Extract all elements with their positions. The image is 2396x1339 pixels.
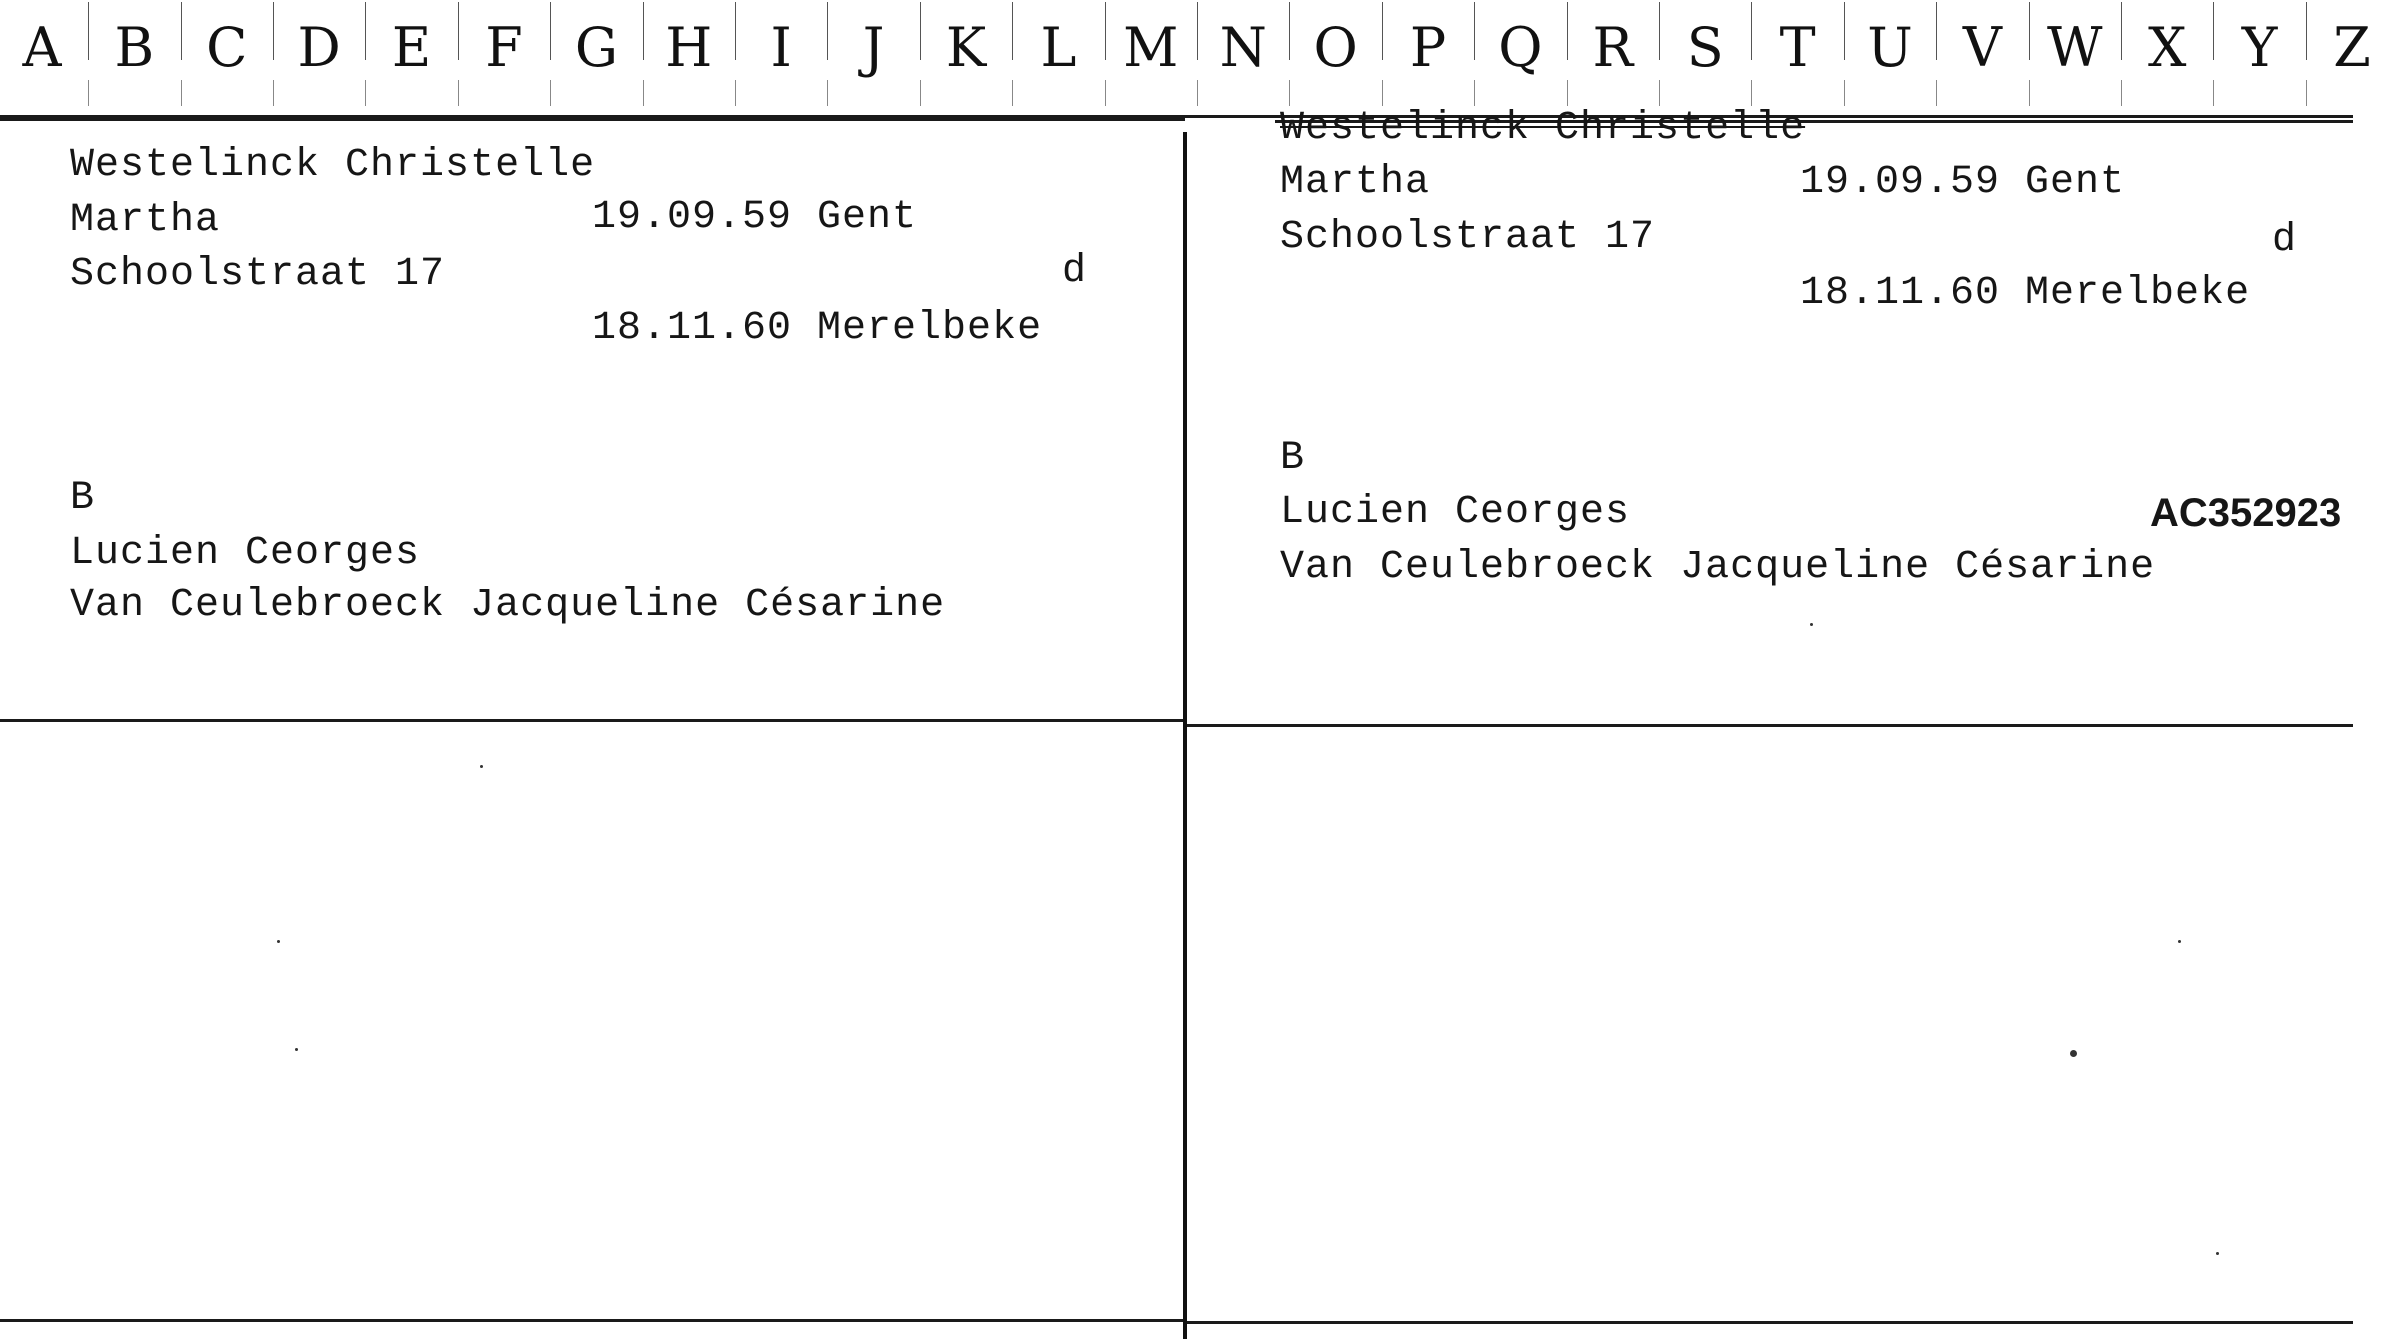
- nationality-code: B: [1280, 436, 1306, 481]
- scan-speck: [2216, 1252, 2219, 1255]
- status-mark: d: [2272, 218, 2298, 263]
- second-date-place: 18.11.60 Merelbeke: [1800, 271, 2251, 316]
- alphabet-letter-f: F: [485, 16, 523, 79]
- scan-speck: [2070, 1050, 2077, 1057]
- second-name: Martha: [70, 198, 221, 243]
- letter-separator-tick: [1474, 2, 1475, 60]
- scan-speck: [277, 940, 280, 943]
- scan-speck: [295, 1048, 298, 1051]
- alphabet-letter-k: K: [945, 16, 987, 79]
- mother-name: Van Ceulebroeck Jacqueline Césarine: [70, 583, 946, 628]
- alphabet-letter-j: J: [862, 16, 885, 79]
- scan-speck: [480, 765, 483, 768]
- alphabet-letter-b: B: [114, 16, 155, 79]
- letter-separator-tick: [1289, 2, 1290, 60]
- letter-separator-tick: [458, 80, 459, 106]
- letter-separator-tick: [827, 2, 828, 60]
- letter-separator-tick: [1012, 2, 1013, 60]
- vertical-card-divider: [1183, 132, 1187, 1339]
- letter-separator-tick: [2306, 80, 2307, 106]
- letter-separator-tick: [1659, 2, 1660, 60]
- alphabet-letter-s: S: [1686, 16, 1724, 79]
- letter-separator-tick: [1751, 2, 1752, 60]
- letter-separator-tick: [550, 80, 551, 106]
- letter-separator-tick: [365, 80, 366, 106]
- street-address: Schoolstraat 17: [1280, 215, 1656, 260]
- letter-separator-tick: [88, 80, 89, 106]
- second-date-place: 18.11.60 Merelbeke: [592, 306, 1043, 351]
- page-bottom-rule-left: [0, 1319, 1183, 1322]
- status-mark: d: [1062, 249, 1088, 294]
- alphabet-letter-i: I: [770, 16, 792, 79]
- letter-separator-tick: [827, 80, 828, 106]
- card-bottom-rule-right: [1187, 724, 2353, 727]
- letter-separator-tick: [2213, 2, 2214, 60]
- letter-separator-tick: [550, 2, 551, 60]
- mother-name: Van Ceulebroeck Jacqueline Césarine: [1280, 545, 2156, 590]
- scan-speck: [1810, 623, 1813, 626]
- card-bottom-rule-left: [0, 719, 1183, 722]
- letter-separator-tick: [273, 2, 274, 60]
- birth-date-place: 19.09.59 Gent: [1800, 160, 2126, 205]
- letter-separator-tick: [1382, 80, 1383, 106]
- alphabet-letter-o: O: [1313, 16, 1358, 79]
- letter-separator-tick: [2213, 80, 2214, 106]
- letter-separator-tick: [1844, 2, 1845, 60]
- letter-separator-tick: [1197, 80, 1198, 106]
- letter-separator-tick: [2306, 2, 2307, 60]
- person-name: Westelinck Christelle: [70, 143, 596, 188]
- alphabet-letter-d: D: [297, 16, 341, 79]
- alphabet-letter-m: M: [1123, 16, 1179, 79]
- alphabet-index-strip: [0, 0, 2371, 118]
- alphabet-letter-v: V: [1962, 16, 2002, 79]
- letter-separator-tick: [458, 2, 459, 60]
- letter-separator-tick: [365, 2, 366, 60]
- nationality-code: B: [70, 476, 96, 521]
- scan-speck: [2178, 940, 2181, 943]
- alphabet-letter-q: Q: [1498, 16, 1543, 79]
- letter-separator-tick: [1659, 80, 1660, 106]
- alphabet-letter-z: Z: [2333, 16, 2371, 79]
- alphabet-letter-p: P: [1409, 16, 1447, 79]
- letter-separator-tick: [920, 80, 921, 106]
- letter-separator-tick: [1936, 80, 1937, 106]
- letter-separator-tick: [1936, 2, 1937, 60]
- alphabet-letter-r: R: [1592, 16, 1634, 79]
- letter-separator-tick: [1289, 80, 1290, 106]
- letter-separator-tick: [735, 2, 736, 60]
- alphabet-letter-t: T: [1779, 16, 1816, 79]
- alphabet-letter-n: N: [1219, 16, 1267, 79]
- letter-separator-tick: [88, 2, 89, 60]
- alphabet-letter-h: H: [665, 16, 713, 79]
- letter-separator-tick: [1382, 2, 1383, 60]
- letter-separator-tick: [920, 2, 921, 60]
- alphabet-letter-w: W: [2047, 16, 2103, 79]
- letter-separator-tick: [1474, 80, 1475, 106]
- alphabet-letter-l: L: [1040, 16, 1077, 79]
- alphabet-letter-c: C: [206, 16, 248, 79]
- alphabet-letter-x: X: [2147, 16, 2187, 79]
- letter-separator-tick: [735, 80, 736, 106]
- letter-separator-tick: [273, 80, 274, 106]
- alphabet-letter-y: Y: [2241, 16, 2278, 79]
- letter-separator-tick: [1012, 80, 1013, 106]
- top-rule-left: [0, 118, 1185, 121]
- page-bottom-rule-right: [1187, 1321, 2353, 1324]
- letter-separator-tick: [1197, 2, 1198, 60]
- birth-date-place: 19.09.59 Gent: [592, 195, 918, 240]
- letter-separator-tick: [2121, 80, 2122, 106]
- alphabet-letter-u: U: [1867, 16, 1913, 79]
- father-name: Lucien Ceorges: [1280, 490, 1631, 535]
- alphabet-letter-e: E: [391, 16, 432, 79]
- letter-separator-tick: [2121, 2, 2122, 60]
- person-name: Westelinck Christelle: [1280, 106, 1806, 151]
- letter-separator-tick: [1751, 80, 1752, 106]
- alphabet-letter-a: A: [22, 16, 62, 79]
- father-name: Lucien Ceorges: [70, 531, 421, 576]
- letter-separator-tick: [1844, 80, 1845, 106]
- street-address: Schoolstraat 17: [70, 252, 446, 297]
- stamp-number: AC352923: [2150, 491, 2342, 535]
- alphabet-letter-g: G: [574, 16, 618, 79]
- second-name: Martha: [1280, 160, 1431, 205]
